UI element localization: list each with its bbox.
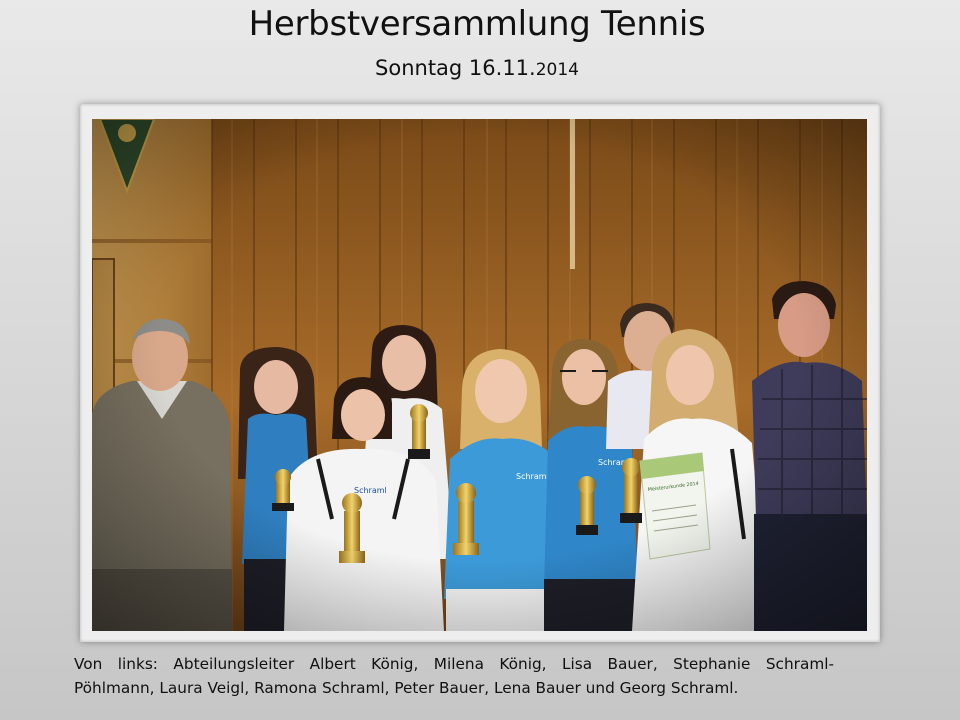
photo-frame	[80, 104, 880, 642]
group-photo	[92, 119, 867, 631]
photo-caption	[74, 652, 834, 700]
slide-title: Herbstversammlung Tennis	[248, 4, 706, 44]
slide-subtitle	[0, 56, 954, 80]
subtitle-year: 2014	[535, 60, 579, 80]
subtitle-date: Sonntag 16.11.	[375, 56, 536, 80]
caption-line-1: Von links: Abteilungsleiter Albert König, Milena König, Lisa Bauer, Stephanie Schraml-	[74, 655, 834, 673]
caption-line-2: Pöhlmann, Laura Veigl, Ramona Schraml, Peter Bauer, Lena Bauer und Georg Schraml.	[74, 679, 739, 697]
group-photo-illustration	[92, 119, 867, 631]
